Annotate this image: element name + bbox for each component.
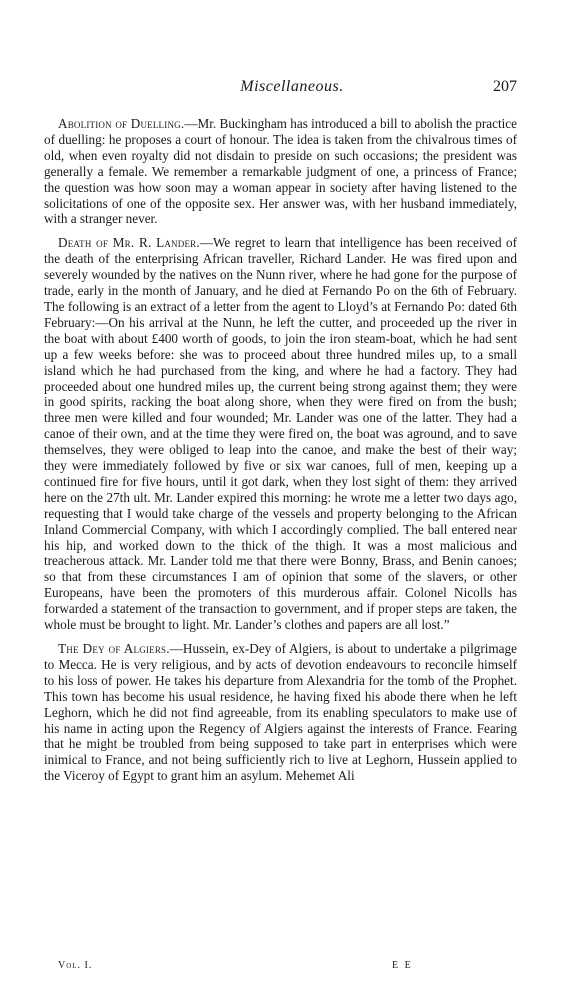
page-footer xyxy=(0,960,579,976)
paragraph-heading: The Dey of Algiers. xyxy=(58,641,170,656)
paragraph-text: —Mr. Buckingham has introduced a bill to abolish the practice of duelling: he proposes a court of honour. The idea is taken from the chivalrous times of old, when even royalty did not disdain to preside on such occasions; the president was generally a female. We remember a remarkable judgment of one, a princess of France; the question was how soon may a woman appear in society after having listened to the solicitations of one of the opposite sex. Her answer was, with her husband immediately, with a stranger never. xyxy=(44,116,518,227)
signature-mark: E E xyxy=(392,960,413,971)
paragraph-death-of-lander xyxy=(44,235,517,633)
paragraph-text: —Hussein, ex-Dey of Algiers, is about to undertake a pilgrimage to Mecca. He is very religious, and by acts of devotion endeavours to reconcile himself to his loss of power. He takes his departure from Alexandria for the tomb of the Prophet. This town has become his usual residence, he having fixed his abode there when he left Leghorn, which he did not find agreeable, from its enabling speculators to make use of his name in acting upon the Regency of Algiers against the interests of France. Fearing that he might be troubled from being supposed to take part in enterprises which were inimical to France, and not being sufficiently rich to live at Leghorn, Hussein applied to the Viceroy of Egypt to grant him an asylum. Mehemet Ali xyxy=(44,641,517,784)
paragraph-heading: Abolition of Duelling. xyxy=(58,116,185,131)
volume-label: Vol. I. xyxy=(58,960,93,971)
body-text xyxy=(44,116,517,792)
paragraph-dey-of-algiers xyxy=(44,641,517,784)
paragraph-text: —We regret to learn that intelligence has been received of the death of the enterprising African traveller, Richard Lander. He was fired upon and severely wounded by the natives on the Nunn river, where he had gone for the purpose of trade, early in the month of January, and he died at Fernando Po on the 6th of February. The following is an extract of a letter from the agent to Lloyd’s at Fernando Po: dated 6th February:—On his arrival at the Nunn, he left the cutter, and proceeded up the river in the boat with about £400 worth of goods, to join the iron steam-boat, which he had sent up a few weeks before: she was to proceed about three hundred miles up, to a small island which he had purchased from the king, and where he had a factory. They had proceeded about one hundred miles up, the current being strong against them; they were in good spirits, racking the boat along shore, when they were fired on from the bush; three men were killed and four wounded; Mr. Lander was one of the latter. They had a canoe of their own, and at the time they were fired on, the boat was aground, and to save themselves, they were obliged to leap into the canoe, and make the best of their way; they were immediately followed by five or six war canoes, full of men, keeping up a continued fire for five hours, until it got dark, when they lost sight of them: they arrived here on the 27th ult. Mr. Lander expired this morning: he wrote me a letter two days ago, requesting that I would take charge of the vessels and property belonging to the African Inland Commercial Company, with which I accordingly complied. The ball entered near his hip, and worked down to the thick of the thigh. It was a most malicious and treacherous attack. Mr. Lander told me that there were Bonny, Brass, and Benin canoes; so that from these circumstances I am of opinion that some of the slavers, or other Europeans, have been the promoters of this murderous affair. Colonel Nicolls has forwarded a statement of the transaction to government, and if proper steps are taken, the whole must be brought to light. Mr. Lander’s clothes and papers are all lost.” xyxy=(44,235,517,633)
page-number: 207 xyxy=(493,78,517,95)
paragraph-abolition-of-duelling xyxy=(44,116,517,227)
paragraph-heading: Death of Mr. R. Lander. xyxy=(58,235,200,251)
running-title: Miscellaneous. xyxy=(240,78,344,95)
running-head xyxy=(0,78,579,102)
